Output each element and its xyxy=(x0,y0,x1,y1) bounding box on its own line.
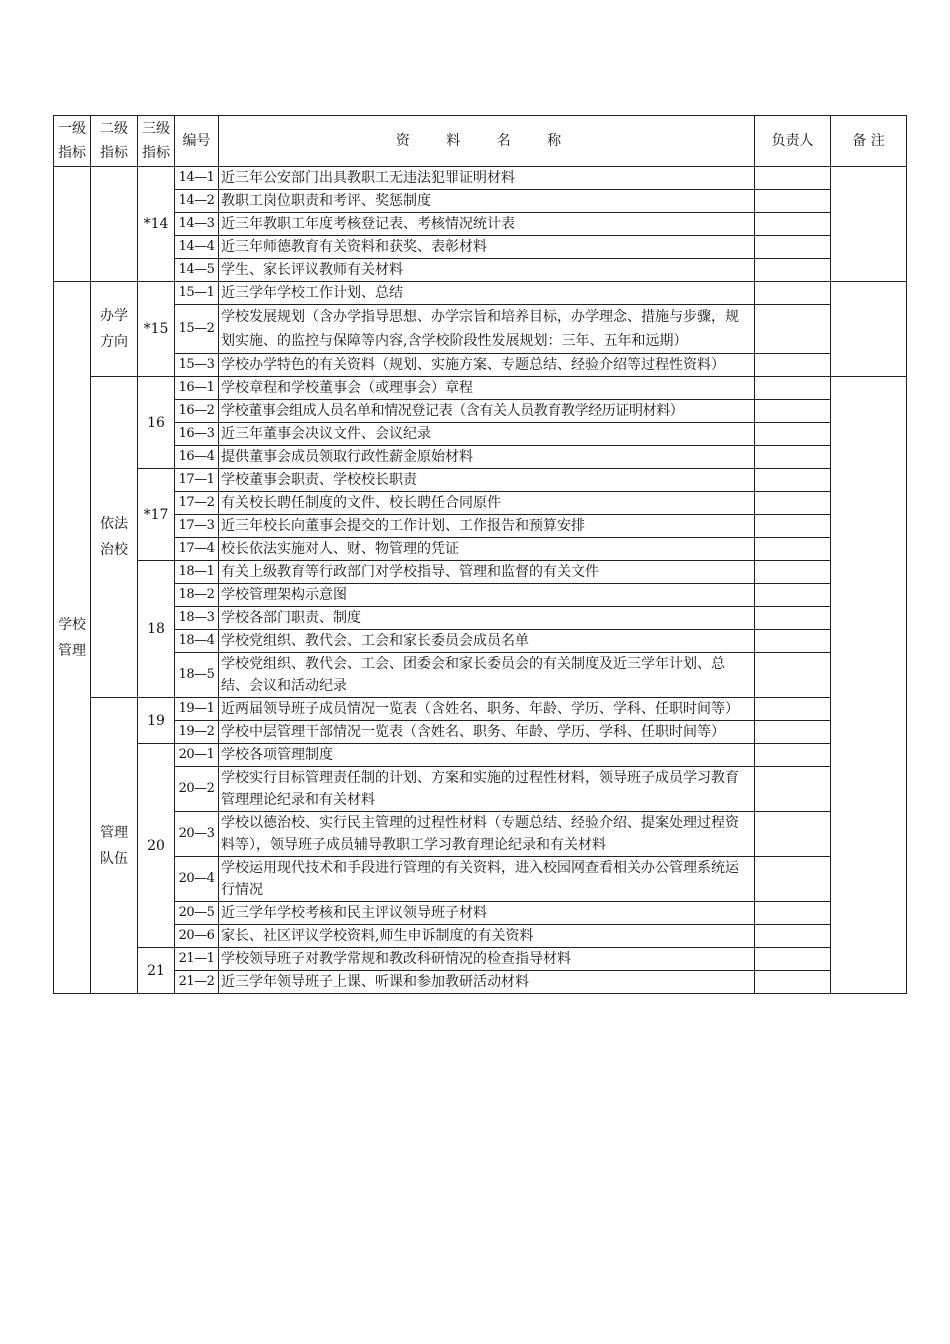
table-row xyxy=(54,377,907,400)
owner-cell xyxy=(755,492,831,515)
level3-cell: 16 xyxy=(138,377,175,469)
row-code: 16—3 xyxy=(175,423,219,446)
table-row xyxy=(54,971,907,994)
table-row xyxy=(54,400,907,423)
row-name: 近三学年学校工作计划、总结 xyxy=(219,282,755,305)
owner-cell xyxy=(755,812,831,857)
level2-cell-empty xyxy=(91,167,138,282)
row-name: 近三年公安部门出具教职工无违法犯罪证明材料 xyxy=(219,167,755,190)
row-name: 学校办学特色的有关资料（规划、实施方案、专题总结、经验介绍等过程性资料） xyxy=(219,354,755,377)
materials-table xyxy=(53,115,907,994)
owner-cell xyxy=(755,767,831,812)
owner-cell xyxy=(755,236,831,259)
level3-cell: 21 xyxy=(138,948,175,994)
row-name: 学校董事会职责、学校校长职责 xyxy=(219,469,755,492)
owner-cell xyxy=(755,857,831,902)
owner-cell xyxy=(755,469,831,492)
table-row xyxy=(54,698,907,721)
table-row xyxy=(54,607,907,630)
table-row xyxy=(54,167,907,190)
table-row xyxy=(54,925,907,948)
remark-cell xyxy=(831,282,907,377)
row-name: 近三年校长向董事会提交的工作计划、工作报告和预算安排 xyxy=(219,515,755,538)
row-name: 近三学年学校考核和民主评议领导班子材料 xyxy=(219,902,755,925)
header-level1: 一级 指标 xyxy=(54,116,91,167)
row-name: 学校运用现代技术和手段进行管理的有关资料，进入校园网查看相关办公管理系统运行情况 xyxy=(219,857,755,902)
row-code: 20—4 xyxy=(175,857,219,902)
table-row xyxy=(54,515,907,538)
row-name: 学校党组织、教代会、工会、团委会和家长委员会的有关制度及近三学年计划、总结、会议和活动纪录 xyxy=(219,653,755,698)
row-name: 学校董事会组成人员名单和情况登记表（含有关人员教育教学经历证明材料） xyxy=(219,400,755,423)
owner-cell xyxy=(755,515,831,538)
level3-cell: 18 xyxy=(138,561,175,698)
header-material-name: 资 料 名 称 xyxy=(219,116,755,167)
owner-cell xyxy=(755,561,831,584)
row-code: 14—5 xyxy=(175,259,219,282)
owner-cell xyxy=(755,446,831,469)
table-row xyxy=(54,653,907,698)
header-owner: 负责人 xyxy=(755,116,831,167)
row-code: 18—3 xyxy=(175,607,219,630)
row-code: 14—2 xyxy=(175,190,219,213)
owner-cell xyxy=(755,925,831,948)
remark-cell xyxy=(831,377,907,994)
owner-cell xyxy=(755,653,831,698)
row-code: 14—3 xyxy=(175,213,219,236)
level3-cell: *14 xyxy=(138,167,175,282)
owner-cell xyxy=(755,744,831,767)
owner-cell xyxy=(755,721,831,744)
row-name: 学校实行目标管理责任制的计划、方案和实施的过程性材料，领导班子成员学习教育管理理论纪录和有关材料 xyxy=(219,767,755,812)
level1-cell: 学校 管理 xyxy=(54,282,91,994)
table-row xyxy=(54,767,907,812)
row-code: 14—4 xyxy=(175,236,219,259)
row-code: 19—1 xyxy=(175,698,219,721)
row-name: 学校以德治校、实行民主管理的过程性材料（专题总结、经验介绍、提案处理过程资料等），领导班子成员辅导教职工学习教育理论纪录和有关材料 xyxy=(219,812,755,857)
row-code: 18—4 xyxy=(175,630,219,653)
row-name: 学校发展规划（含办学指导思想、办学宗旨和培养目标，办学理念、措施与步骤，规划实施、的监控与保障等内容,含学校阶段性发展规划：三年、五年和远期） xyxy=(219,305,755,354)
row-code: 16—4 xyxy=(175,446,219,469)
row-name: 校长依法实施对人、财、物管理的凭证 xyxy=(219,538,755,561)
row-code: 18—5 xyxy=(175,653,219,698)
owner-cell xyxy=(755,698,831,721)
row-code: 20—1 xyxy=(175,744,219,767)
level3-cell: 19 xyxy=(138,698,175,744)
header-remark: 备 注 xyxy=(831,116,907,167)
owner-cell xyxy=(755,190,831,213)
table-row xyxy=(54,584,907,607)
owner-cell xyxy=(755,282,831,305)
remark-cell xyxy=(831,167,907,282)
header-level3: 三级 指标 xyxy=(138,116,175,167)
table-row xyxy=(54,469,907,492)
table-row xyxy=(54,305,907,354)
row-name: 学校章程和学校董事会（或理事会）章程 xyxy=(219,377,755,400)
table-row xyxy=(54,259,907,282)
table-row xyxy=(54,744,907,767)
header-level2: 二级 指标 xyxy=(91,116,138,167)
row-code: 17—3 xyxy=(175,515,219,538)
row-name: 近三年师德教育有关资料和获奖、表彰材料 xyxy=(219,236,755,259)
owner-cell xyxy=(755,354,831,377)
owner-cell xyxy=(755,948,831,971)
row-code: 21—1 xyxy=(175,948,219,971)
row-name: 近两届领导班子成员情况一览表（含姓名、职务、年龄、学历、学科、任职时间等） xyxy=(219,698,755,721)
row-name: 学校党组织、教代会、工会和家长委员会成员名单 xyxy=(219,630,755,653)
table-row xyxy=(54,236,907,259)
row-name: 学校管理架构示意图 xyxy=(219,584,755,607)
owner-cell xyxy=(755,607,831,630)
table-row xyxy=(54,812,907,857)
level3-cell: 20 xyxy=(138,744,175,948)
row-code: 17—4 xyxy=(175,538,219,561)
header-code: 编号 xyxy=(175,116,219,167)
table-row xyxy=(54,213,907,236)
row-code: 15—1 xyxy=(175,282,219,305)
row-code: 14—1 xyxy=(175,167,219,190)
owner-cell xyxy=(755,377,831,400)
row-code: 15—2 xyxy=(175,305,219,354)
row-name: 近三学年领导班子上课、听课和参加教研活动材料 xyxy=(219,971,755,994)
owner-cell xyxy=(755,400,831,423)
table-row xyxy=(54,721,907,744)
table-row xyxy=(54,423,907,446)
row-name: 学生、家长评议教师有关材料 xyxy=(219,259,755,282)
table-row xyxy=(54,857,907,902)
owner-cell xyxy=(755,584,831,607)
level2-cell: 管理 队伍 xyxy=(91,698,138,994)
row-code: 19—2 xyxy=(175,721,219,744)
header-row xyxy=(54,116,907,167)
owner-cell xyxy=(755,423,831,446)
row-code: 16—1 xyxy=(175,377,219,400)
row-code: 20—6 xyxy=(175,925,219,948)
row-name: 学校各项管理制度 xyxy=(219,744,755,767)
level3-cell: *15 xyxy=(138,282,175,377)
table-row xyxy=(54,538,907,561)
table-row xyxy=(54,948,907,971)
row-code: 21—2 xyxy=(175,971,219,994)
level3-cell: *17 xyxy=(138,469,175,561)
owner-cell xyxy=(755,213,831,236)
row-code: 18—2 xyxy=(175,584,219,607)
table-row xyxy=(54,190,907,213)
row-name: 有关校长聘任制度的文件、校长聘任合同原件 xyxy=(219,492,755,515)
row-name: 教职工岗位职责和考评、奖惩制度 xyxy=(219,190,755,213)
row-code: 17—1 xyxy=(175,469,219,492)
row-name: 提供董事会成员领取行政性薪金原始材料 xyxy=(219,446,755,469)
owner-cell xyxy=(755,538,831,561)
row-code: 20—5 xyxy=(175,902,219,925)
row-code: 20—3 xyxy=(175,812,219,857)
row-name: 有关上级教育等行政部门对学校指导、管理和监督的有关文件 xyxy=(219,561,755,584)
row-name: 学校领导班子对教学常规和教改科研情况的检查指导材料 xyxy=(219,948,755,971)
table-row xyxy=(54,492,907,515)
row-name: 家长、社区评议学校资料,师生申诉制度的有关资料 xyxy=(219,925,755,948)
owner-cell xyxy=(755,902,831,925)
row-code: 17—2 xyxy=(175,492,219,515)
table-row xyxy=(54,902,907,925)
owner-cell xyxy=(755,167,831,190)
owner-cell xyxy=(755,630,831,653)
table-row xyxy=(54,630,907,653)
table-row xyxy=(54,282,907,305)
table-row xyxy=(54,354,907,377)
row-name: 学校各部门职责、制度 xyxy=(219,607,755,630)
level1-cell-empty xyxy=(54,167,91,282)
owner-cell xyxy=(755,305,831,354)
table-row xyxy=(54,561,907,584)
row-name: 学校中层管理干部情况一览表（含姓名、职务、年龄、学历、学科、任职时间等） xyxy=(219,721,755,744)
table-row xyxy=(54,446,907,469)
level2-cell: 办学 方向 xyxy=(91,282,138,377)
owner-cell xyxy=(755,971,831,994)
owner-cell xyxy=(755,259,831,282)
level2-cell: 依法 治校 xyxy=(91,377,138,698)
row-code: 18—1 xyxy=(175,561,219,584)
row-code: 15—3 xyxy=(175,354,219,377)
row-code: 16—2 xyxy=(175,400,219,423)
row-code: 20—2 xyxy=(175,767,219,812)
row-name: 近三年董事会决议文件、会议纪录 xyxy=(219,423,755,446)
row-name: 近三年教职工年度考核登记表、考核情况统计表 xyxy=(219,213,755,236)
